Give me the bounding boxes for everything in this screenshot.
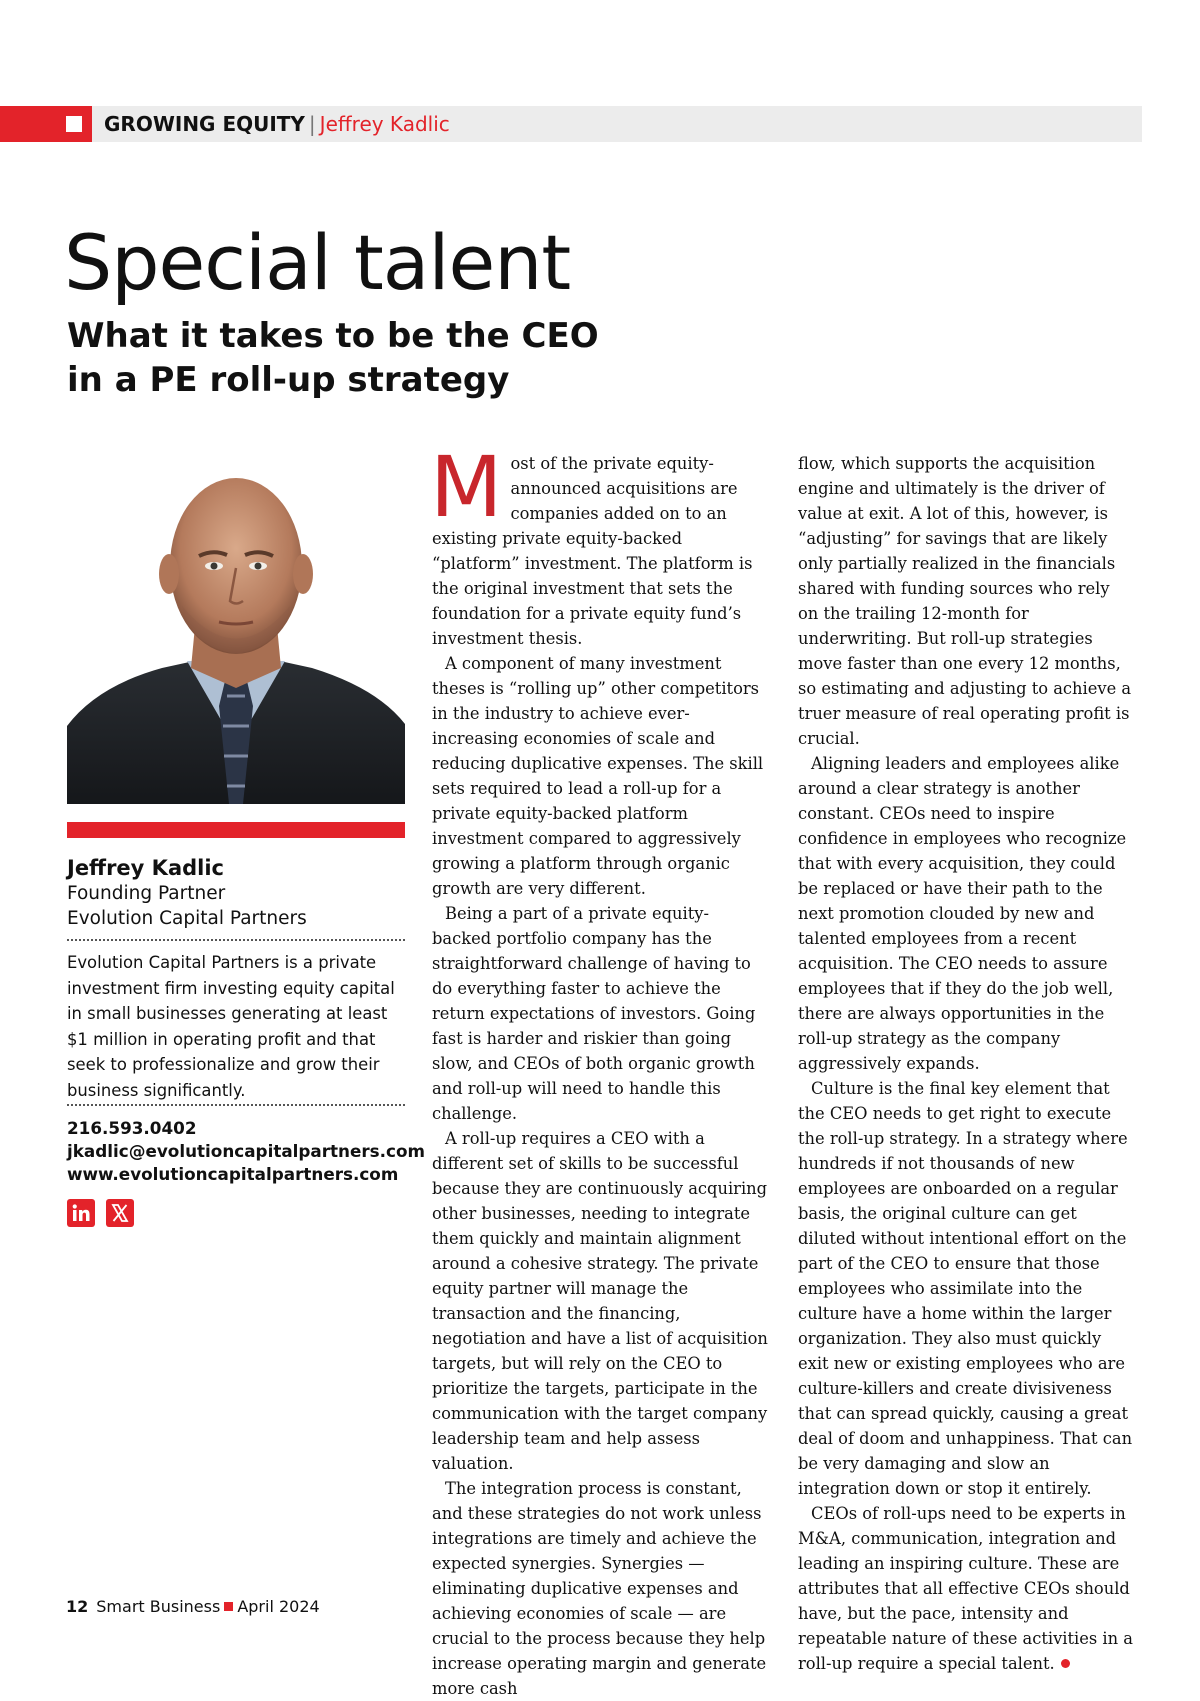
contact-email[interactable]: jkadlic@evolutioncapitalpartners.com (67, 1141, 425, 1161)
bio-role: Founding Partner (67, 883, 226, 904)
paragraph: Being a part of a private equity-backed portfolio company has the straightforward challenge of having to do everything faster to achieve the return expectations of investors. Going fast is harder and riskier than going slow, and CEOs of both organic growth and roll-up will need to handle this challenge. (432, 904, 756, 1123)
linkedin-icon[interactable] (67, 1199, 95, 1227)
paragraph: A roll-up requires a CEO with a different set of skills to be successful because they are continuously acquiring other businesses, needing to integrate them quickly and maintain alignment around a cohesive strategy. The private equity partner will manage the transaction and the financing, negotiation and have a list of acquisition targets, but will rely on the CEO to prioritize the targets, participate in the communication with the target company leadership team and help assess valuation. (432, 1129, 768, 1473)
bio-description: Evolution Capital Partners is a private investment firm investing equity capital in small businesses generating at least $1 million in operating profit and that seek to professionalize and grow their business significantly. (67, 953, 395, 1100)
paragraph-text: ost of the private equity-announced acquisitions are companies added on to an existing private equity-backed “platform” investment. The platform is the original investment that sets the foundation for a private equity fund’s investment thesis. (432, 454, 753, 648)
paragraph: The integration process is constant, and these strategies do not work unless integrations are timely and achieve the expected synergies. Synergies — eliminating duplicative expenses and achieving economies of scale — are crucial to the process because they help increase operating margin and generate more cash (432, 1479, 767, 1698)
page-number: 12 (66, 1597, 89, 1616)
article-column-2 (798, 451, 1134, 1676)
contact-website[interactable]: www.evolutioncapitalpartners.com (67, 1164, 399, 1184)
x-icon[interactable] (106, 1199, 134, 1227)
header-author: Jeffrey Kadlic (319, 112, 450, 136)
bio-company: Evolution Capital Partners (67, 908, 307, 929)
section-header (104, 111, 450, 137)
paragraph (430, 438, 768, 651)
section-name: GROWING EQUITY (104, 112, 305, 136)
article-subtitle: What it takes to be the CEO in a PE roll-up strategy (67, 316, 599, 400)
article-title: Special talent (64, 218, 571, 307)
header-separator: | (308, 112, 316, 136)
paragraph: flow, which supports the acquisition engine and ultimately is the driver of value at exit. A lot of this, however, is “adjusting” for savings that are likely only partially realized in the financials shared with funding sources who rely on the trailing 12-month for underwriting. But roll-up strategies move faster than one every 12 months, so estimating and adjusting to achieve a truer measure of real operating profit is crucial. (798, 454, 1132, 748)
issue-date: April 2024 (237, 1597, 320, 1616)
publication-name: Smart Business (96, 1597, 221, 1616)
photo-accent-bar (67, 822, 405, 838)
article-column-1 (430, 438, 768, 1701)
paragraph: A component of many investment theses is “rolling up” other competitors in the industry to achieve ever-increasing economies of scale and reducing duplicative expenses. The skill sets required to lead a roll-up for a private equity-backed platform investment compared to aggressively growing a platform through organic growth are very different. (432, 654, 764, 898)
drop-cap: M (430, 438, 503, 536)
paragraph: Culture is the final key element that the CEO needs to get right to execute the roll-up strategy. In a strategy where hundreds if not thousands of new employees are onboarded on a regular basis, the original culture can get diluted without intentional effort on the part of the CEO to ensure that those employees who assimilate into the culture have a home within the larger organization. They also must quickly exit new or existing employees who are culture-killers and create divisiveness that can spread quickly, causing a great deal of doom and unhappiness. That can be very damaging and slow an integration down or stop it entirely. (798, 1079, 1133, 1498)
footer-square-icon (224, 1602, 233, 1611)
page-footer (66, 1596, 320, 1618)
divider (67, 1104, 405, 1106)
divider (67, 939, 405, 941)
end-mark-icon (1061, 1659, 1070, 1668)
bio-name: Jeffrey Kadlic (67, 856, 224, 880)
section-square-icon (66, 116, 82, 132)
paragraph-text: CEOs of roll-ups need to be experts in M&A, communication, integration and leading an inspiring culture. These are attributes that all effective CEOs should have, but the pace, intensity and repeatable nature of these activities in a roll-up require a special talent. (798, 1504, 1133, 1673)
paragraph: Aligning leaders and employees alike around a clear strategy is another constant. CEOs need to inspire confidence in employees who recognize that with every acquisition, they could be replaced or have their path to the next promotion clouded by new and talented employees from a recent acquisition. The CEO needs to assure employees that if they do the job well, there are always opportunities in the roll-up strategy as the company aggressively expands. (798, 754, 1127, 1073)
author-photo (67, 456, 405, 804)
paragraph (798, 1501, 1134, 1676)
contact-phone: 216.593.0402 (67, 1118, 197, 1138)
